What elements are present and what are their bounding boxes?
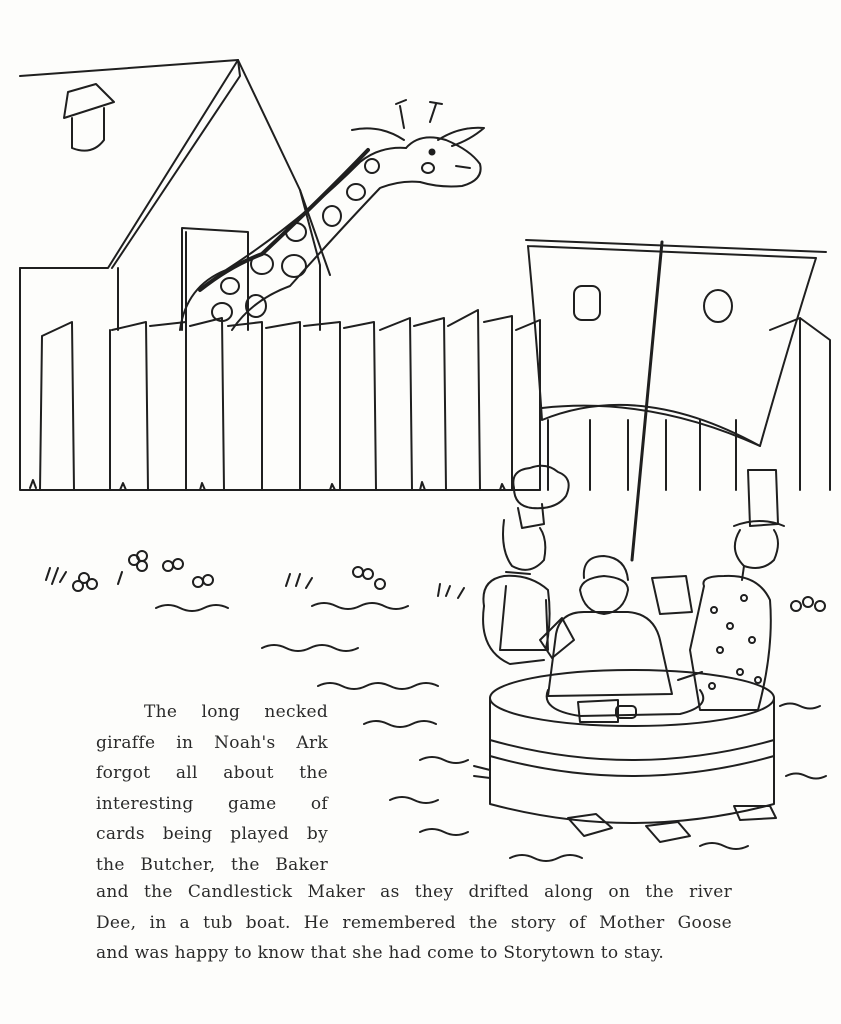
story-line: and the Candlestick Maker as they drifted along on the river — [96, 882, 732, 902]
story-line: and was happy to know that she had come to Storytown to stay. — [96, 943, 665, 964]
story-line: forgot all about the — [96, 763, 328, 784]
candlestick-maker — [652, 470, 784, 710]
tub-boat — [474, 670, 776, 842]
story-line: Dee, in a tub boat. He remembered the story of Mother Goose — [96, 912, 732, 933]
picket-fence — [20, 310, 830, 490]
story-line: giraffe in Noah's Ark — [96, 732, 328, 753]
story-line: interesting game of — [96, 793, 328, 814]
butcher — [547, 556, 704, 722]
story-line: the Butcher, the Baker — [96, 854, 328, 875]
giraffe — [180, 100, 484, 330]
story-line: The long necked — [144, 702, 328, 722]
story-text-column — [96, 697, 328, 881]
sail — [526, 240, 826, 560]
baker — [483, 466, 574, 664]
story-text-wide — [96, 877, 732, 969]
story-line: cards being played by — [96, 824, 328, 845]
flowers — [46, 551, 825, 611]
